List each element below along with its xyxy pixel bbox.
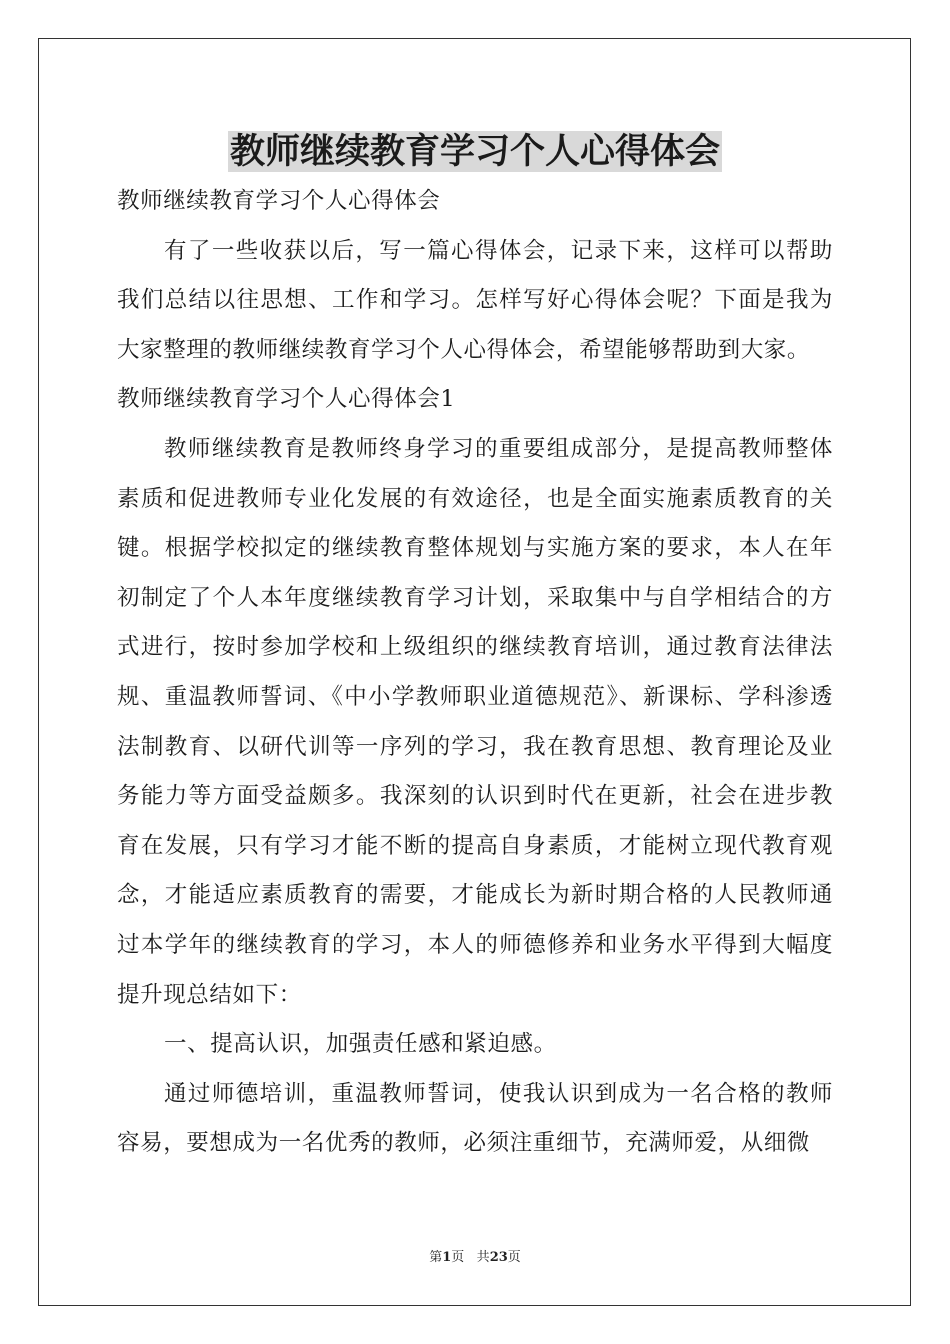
total-pages: 23 <box>489 1250 508 1265</box>
page-footer <box>0 1246 950 1265</box>
body-paragraph: 通过师德培训，重温教师誓词，使我认识到成为一名合格的教师容易，要想成为一名优秀的教师，必须注重细节，充满师爱，从细微 <box>117 1080 833 1157</box>
point-heading: 一、提高认识，加强责任感和紧迫感。 <box>164 1031 557 1058</box>
document-title <box>117 126 833 178</box>
intro-paragraph: 有了一些收获以后，写一篇心得体会，记录下来，这样可以帮助我们总结以往思想、工作和学习。怎样写好心得体会呢？下面是我为大家整理的教师继续教育学习个人心得体会，希望能够帮助到大家。 <box>117 237 833 363</box>
document-text <box>117 177 833 1169</box>
footer-prefix: 第 <box>429 1250 443 1265</box>
footer-total-prefix: 共 <box>476 1250 490 1265</box>
footer-total-suffix: 页 <box>507 1250 521 1265</box>
current-page-number: 1 <box>442 1250 452 1265</box>
subtitle-paragraph: 教师继续教育学习个人心得体会 <box>117 188 441 214</box>
document-title-text: 教师继续教育学习个人心得体会 <box>229 131 720 172</box>
section-heading: 教师继续教育学习个人心得体会1 <box>117 386 456 413</box>
footer-page-suffix: 页 <box>451 1250 465 1265</box>
body-paragraph: 教师继续教育是教师终身学习的重要组成部分，是提高教师整体素质和促进教师专业化发展的有效途径，也是全面实施素质教育的关键。根据学校拟定的继续教育整体规划与实施方案的要求，本人在年初制定了个人本年度继续教育学习计划，采取集中与自学相结合的方式进行，按时参加学校和上级组织的继续教育培训，通过教育法律法规、重温教师誓词、《中小学教师职业道德规范》、新课标、学科渗透法制教育、以研代训等一序列的学习，我在教育思想、教育理论及业务能力等方面受益颇多。我深刻的认识到时代在更新，社会在进步教育在发展，只有学习才能不断的提高自身素质，才能树立现代教育观念，才能适应素质教育的需要，才能成长为新时期合格的人民教师通过本学年的继续教育的学习，本人的师德修养和业务水平得到大幅度提升现总结如下： <box>117 435 833 1008</box>
